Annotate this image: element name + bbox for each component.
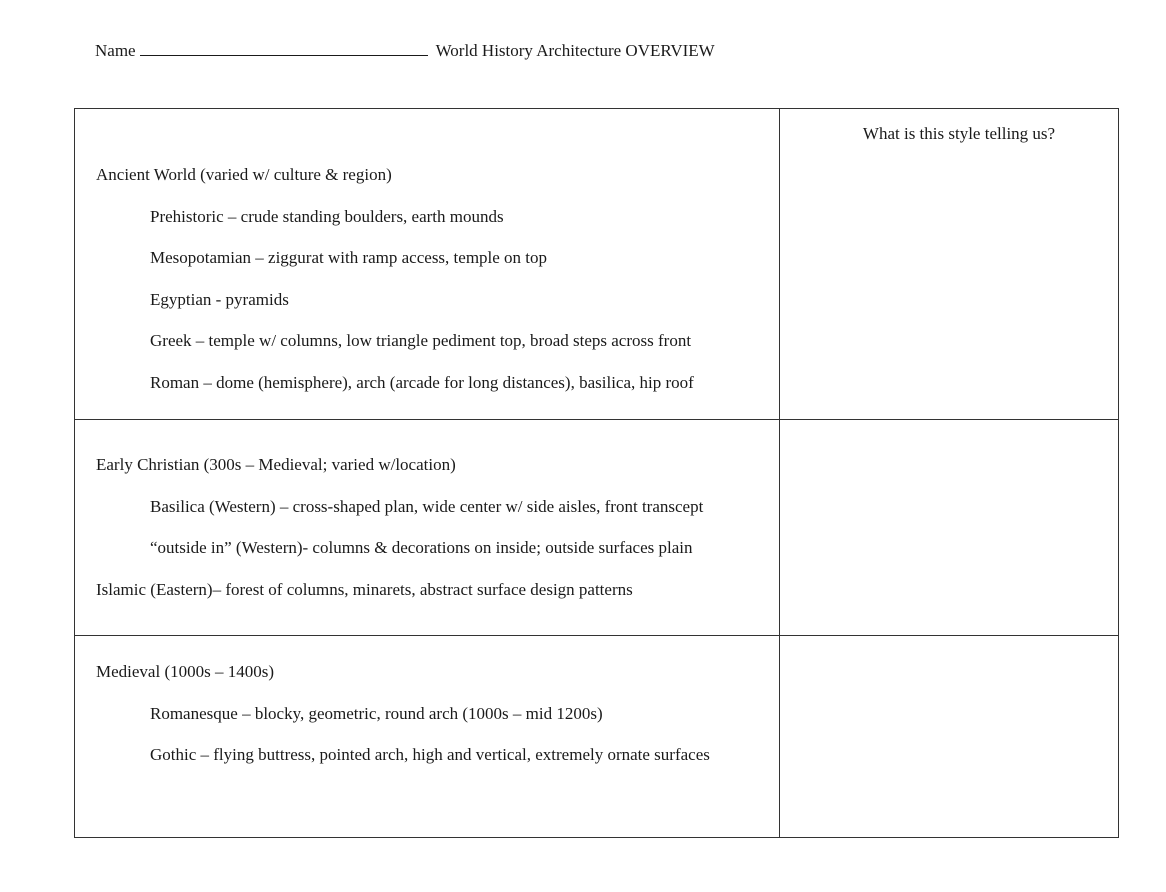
- table-row-ancient-world: [75, 109, 1119, 420]
- section-heading-early-christian: Early Christian (300s – Medieval; varied w/location): [96, 455, 456, 474]
- name-label: Name: [95, 41, 136, 60]
- styles-cell-medieval: [75, 636, 780, 838]
- style-item-egyptian: Egyptian - pyramids: [150, 289, 289, 309]
- style-item-gothic: Gothic – flying buttress, pointed arch, high and vertical, extremely ornate surfaces: [150, 745, 710, 765]
- style-item-romanesque: Romanesque – blocky, geometric, round arch (1000s – mid 1200s): [150, 703, 603, 723]
- styles-cell-ancient-world: [75, 109, 780, 420]
- style-item-mesopotamian: Mesopotamian – ziggurat with ramp access, temple on top: [150, 248, 548, 268]
- answer-column-heading: What is this style telling us?: [862, 124, 1056, 143]
- answer-cell-ancient-world[interactable]: [780, 109, 1119, 420]
- worksheet-header: [95, 40, 715, 62]
- early-christian-section: [75, 420, 779, 620]
- style-item-basilica: Basilica (Western) – cross-shaped plan, wide center w/ side aisles, front transcept: [150, 496, 704, 516]
- styles-cell-early-christian: [75, 420, 780, 636]
- section-heading-ancient-world: Ancient World (varied w/ culture & region): [96, 165, 392, 184]
- style-item-outside-in: “outside in” (Western)- columns & decorations on inside; outside surfaces plain: [150, 538, 693, 558]
- style-item-islamic: Islamic (Eastern)– forest of columns, minarets, abstract surface design patterns: [96, 579, 633, 599]
- medieval-section: [75, 636, 779, 786]
- style-item-roman: Roman – dome (hemisphere), arch (arcade for long distances), basilica, hip roof: [150, 372, 694, 392]
- answer-cell-medieval[interactable]: [780, 636, 1119, 838]
- answer-cell-early-christian[interactable]: [780, 420, 1119, 636]
- overview-table: [74, 108, 1119, 838]
- style-item-greek: Greek – temple w/ columns, low triangle pediment top, broad steps across front: [150, 331, 692, 351]
- style-item-prehistoric: Prehistoric – crude standing boulders, earth mounds: [150, 206, 504, 226]
- section-heading-medieval: Medieval (1000s – 1400s): [96, 662, 275, 681]
- name-blank-line[interactable]: [140, 41, 428, 56]
- table-row-medieval: [75, 636, 1119, 838]
- ancient-world-section: [75, 109, 779, 414]
- table-row-early-christian: [75, 420, 1119, 636]
- worksheet-title: World History Architecture OVERVIEW: [435, 41, 715, 60]
